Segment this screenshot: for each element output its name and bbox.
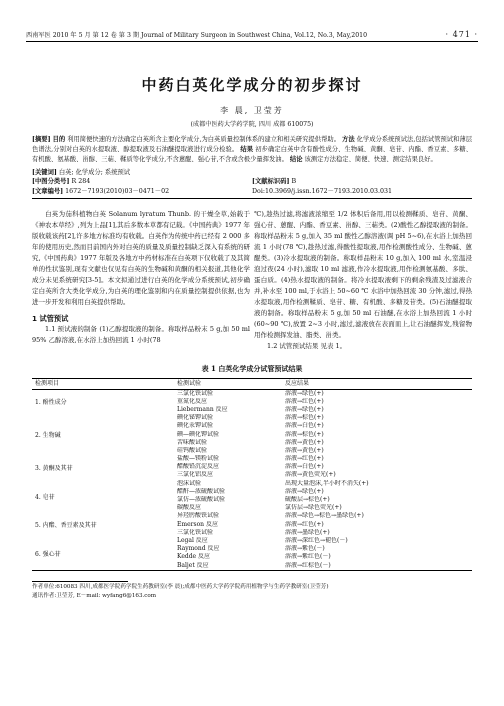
header-item: 检测项目 [35,379,60,387]
table-row [177,471,472,479]
footnote [26,583,478,601]
test-cell: Kedde 反应 [177,553,211,561]
table-group [32,390,472,415]
abstract-label: [摘要] [32,136,51,143]
result-cell: 溶液→棕色(+) [285,430,324,438]
doc-code-label: [文献标识码] [252,177,290,185]
table-row [177,398,472,406]
result-cell: 溶液→棕色(+) [285,414,324,422]
test-cell: 碘化铋钾试验 [177,414,214,422]
result-cell: 溶液→红色(+) [285,455,324,463]
table-row [177,512,472,520]
table-row [177,529,472,537]
test-cell: Legal 反应 [177,536,208,544]
result-cell: 硫酸层→棕色(+) [285,496,330,504]
result-cell: 溶液→绿色(+) [285,487,324,495]
results-label: 结果 [240,146,254,154]
abstract-divider [32,198,472,199]
result-cell: 溶液→白色(+) [285,422,324,430]
group-name: 6. 强心苷 [35,550,61,558]
classification-codes [26,177,478,197]
article-authors: 李 晨, 卫莹芳 [220,106,284,115]
result-cell: 溶液→红色(+) [285,520,324,528]
test-cell: 碘化汞钾试验 [177,422,214,430]
test-cell: Baljet 反应 [177,561,209,569]
table-body [32,390,472,570]
result-cell: 溶液→紫色(－) [285,545,325,553]
doi: Doi:10.3969/j.issn.1672－7193.2010.03.031 [252,187,393,195]
table-row [177,455,472,463]
journal-citation: 西南军医 2010 年 5 月 第 12 卷 第 3 期 Journal of Military Surgeon in Southwest China, Vol.12, No.3, May,2010 [26,32,368,39]
results-text: 初步确定白英中含有酚性成分、生物碱、黄酮、皂苷、内酯、香豆素、多糖、有机酸、氨基酸、甾醇、三萜、鞣质等化学成分,不含蒽醌、强心苷,不含或含极少量挥发油。 [32,146,472,164]
results-table [32,378,472,571]
keywords-label: [关键词] [32,168,57,176]
keywords-value: 白英; 化学成分; 系统预试 [58,168,131,176]
result-cell: 溶液→黄色(+) [285,446,324,454]
group-name: 4. 皂苷 [35,493,55,501]
table-row [177,439,472,447]
clc-value: R 284 [71,177,91,185]
result-cell: 溶液→绿色(+) [285,389,324,397]
header-test: 检测试验 [177,379,202,387]
result-cell: 溶液→深红色→褪色(－) [285,536,348,544]
result-cell: 溶液→墨绿色(+) [285,528,330,536]
test-cell: 硅钨酸试验 [177,446,208,454]
test-cell: 三氯化铝反应 [177,471,214,479]
table-row [177,562,472,570]
doc-code-value: B [291,177,297,185]
table-group [32,512,472,537]
body-left-column [32,209,250,352]
article-title: 中药白英化学成分的初步探讨 [141,76,363,94]
test-cell: 重氮化反应 [177,397,208,405]
methods-text: 化学成分系统预试法,包括试管预试和薄层色谱法,分别对白英的水提取液、醇提取液及石油醚提取液进行成分检验。 [32,136,472,154]
result-cell: 溶液→紫红色(－) [285,553,331,561]
subsection-1-1: 1.1 预试液的制备 (1)乙醇提取液的制备。称取样品粉末 5 g,加 50 ml 95% 乙醇溶液,在水浴上加热回流 1 小时(78 [32,324,250,344]
table-row [177,480,472,488]
table-row [177,553,472,561]
test-cell: 碳酸反应 [177,504,202,512]
test-cell: 异羟肟酸铁试验 [177,512,220,520]
keywords [26,167,478,176]
running-header [26,30,478,42]
table-group [32,455,472,480]
table-row [177,422,472,430]
result-cell: 氯仿层→绿色荧光(+) [285,504,342,512]
test-cell: 苦味酸试验 [177,438,208,446]
test-cell: 盐酸—镁粉试验 [177,455,220,463]
test-cell: 氯仿—浓硫酸试验 [177,496,226,504]
result-cell: 溶液→黄色(+) [285,438,324,446]
table-row [177,545,472,553]
result-cell: 溶液→绿色(+) [285,405,324,413]
group-name: 5. 内酯、香豆素及其苷 [35,522,97,530]
group-name: 2. 生物碱 [35,432,61,440]
footnote-divider [32,581,128,582]
group-name: 3. 黄酮及其苷 [35,464,73,472]
method-paragraph: ℃),趁热过滤,将滤液浓缩至 1/2 体积后备用,用以检测鞣质、皂苷、黄酮、强心苷、蒽醌、内酯、香豆素、甾醇、三萜类。(2)酸性乙醇提取液的制备。称取样品粉末 5 g,加入 35 ml 酸性乙醇溶液(调 pH 5~6),在水浴上加热回流 1 小时(78 ℃),趁热过滤,得酸性提取液,用作检测酸性成分、生物碱、蒽醌类。(3)冷水提取液的制备。称取样品粉末 10 g,加入 100 ml 水,室温浸泡过夜(24 小时),滤取 10 ml 滤液,作冷水提取液,用作检测氨基酸、多肽、蛋白质。(4)热水提取液的制备。将冷水提取液剩下的剩余残渣及过滤液合并,补水至 100 ml,于水浴上 50~60 ℃ 水浴中加热回流 30 分钟,滤过,得热水提取液,用作检测鞣质、皂苷、糖、有机酸、多糖及苷类。(5)石油醚提取液的制备。称取样品粉末 5 g,加 50 ml 石油醚,在水浴上加热回流 1 小时(60~90 ℃),放置 2~3 小时,滤过,滤液放在表面皿上,让石油醚挥发,残留物用作检测挥发油、脂类、甾类。 [254,209,472,339]
footnote-correspondence: 通讯作者:卫莹芳, E－mail: wyfang6@163.com [32,592,157,599]
table-row [177,414,472,422]
test-cell: 三氯化铁试验 [177,389,214,397]
article-body [26,209,478,352]
test-cell: Emerson 反应 [177,520,218,528]
test-cell: 醋酸铅沉淀反应 [177,463,220,471]
result-cell: 出现大量泡沫,半小时不消失(+) [285,479,369,487]
table-row [177,521,472,529]
abstract [26,135,478,166]
result-cell: 溶液→红棕色(－) [285,561,331,569]
clc-label: [中图分类号] [32,177,70,185]
table-row [177,447,472,455]
test-cell: Liebermann 反应 [177,405,228,413]
body-right-column [254,209,472,352]
footnote-affiliation: 作者单位:610083 四川,成都医学院药学院生药教研室(李 晨);成都中医药大学药学院药用植物学与生药学教研室(卫莹芳) [32,583,329,590]
test-cell: 碘—碘化钾试验 [177,430,220,438]
table-group [32,480,472,513]
result-cell: 溶液→绿色→棕色→墨绿色(+) [285,512,364,520]
table-row [177,406,472,414]
table-row [177,488,472,496]
table-row [177,463,472,471]
objective-label: 目的 [52,136,66,143]
article-number-label: [文章编号] [32,187,64,195]
table-row [177,537,472,545]
table-header [32,379,472,390]
test-cell: 三氯化铁试验 [177,528,214,536]
test-cell: 泡沫试验 [177,479,202,487]
conclusion-text: 该测定方法稳定、简便、快速、测定结果良好。 [304,156,437,164]
subsection-1-2: 1.2 试管预试结果 见表 1。 [267,341,347,350]
intro-paragraph: 白英为茄科植物白英 Solanum lyratum Thunb. 的干燥全草,始载于《神农本草经》,列为上品[1],其后多数本草都有记载。《中国药典》1977 年版收载该药[2],许多地方标准均有收载。白英作为传统中药已经有 2 000 多年的使用历史,然而目前国内外对白英的质量及质量控制缺乏深入有系统的研究,《中国药典》1977 年版及各地方中药材标准在白英项下仅收载了及其简单的性状鉴别,现有文献也仅见有白英的生物碱和黄酮的相关报道,其他化学成分未见系统研究[3-5]。本文拟通过进行白英的化学成分系统预试,初步确定白英所含大类化学成分,为白英的理化鉴别和内在质量控制提供依据,也为进一步开发和利用白英提供帮助。 [32,209,250,306]
group-name: 1. 酚性成分 [35,399,67,407]
section-heading: 1 试管预试 [32,313,69,323]
article-number-value: 1672－7193(2010)03－0471－02 [65,187,170,195]
result-cell: 溶液→黄色荧光(+) [285,471,336,479]
objective-text: 利用简便快速的方法确定白英所含主要化学成分,为白英质量控制体系的建立和相关研究提供帮助。 [67,136,340,143]
conclusion-label: 结论 [289,156,303,164]
test-cell: 醋酐—浓硫酸试验 [177,487,226,495]
table-row [177,390,472,398]
author-affiliation: (成都中医药大学药学院, 四川 成都 610075) [190,121,314,128]
result-cell: 溶液→红色(+) [285,397,324,405]
header-result: 反应结果 [285,379,310,387]
table-row [177,504,472,512]
result-cell: 溶液→白色(+) [285,463,324,471]
methods-label: 方法 [342,136,355,143]
table-caption: 表 1 白英化学成分试管预试结果 [201,363,303,373]
table-group [32,537,472,570]
page-number: · 471 · [445,30,478,39]
test-cell: Raymond 反应 [177,545,220,553]
table-row [177,431,472,439]
table-group [32,414,472,455]
table-row [177,496,472,504]
